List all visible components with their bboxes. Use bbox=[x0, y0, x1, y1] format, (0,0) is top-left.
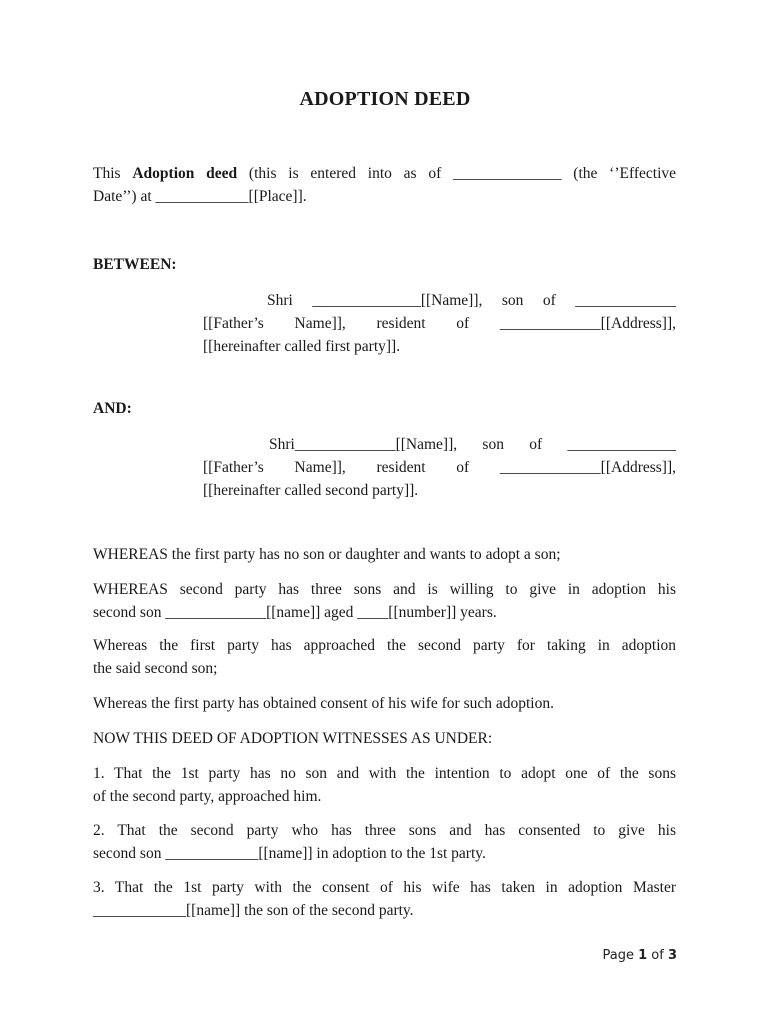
witnesses-heading: NOW THIS DEED OF ADOPTION WITNESSES AS UNDER: bbox=[93, 730, 493, 747]
second-party-line-3: [[hereinafter called second party]]. bbox=[203, 482, 419, 499]
second-party-line-2: [[Father’s Name]], resident of _____________[[Address]], bbox=[203, 459, 676, 476]
whereas-2 bbox=[93, 578, 676, 624]
whereas-2-line-1: WHEREAS second party has three sons and is willing to give in adoption his bbox=[93, 581, 676, 598]
intro-line-1 bbox=[93, 162, 676, 185]
and-heading: AND: bbox=[93, 400, 132, 417]
clause-3-line-1: 3. That the 1st party with the consent of his wife has taken in adoption Master bbox=[93, 879, 676, 896]
intro-rest-line-1: (this is entered into as of ______________ (the ‘’Effective bbox=[237, 165, 677, 182]
page-number-footer bbox=[602, 948, 677, 963]
intro-bold-term: Adoption deed bbox=[132, 165, 238, 182]
intro-line-2: Date’’) at ____________[[Place]]. bbox=[93, 188, 307, 205]
first-party-block bbox=[203, 289, 676, 358]
clause-1-line-1: 1. That the 1st party has no son and with the intention to adopt one of the sons bbox=[93, 765, 676, 782]
total-pages-number: 3 bbox=[667, 948, 677, 963]
clause-2 bbox=[93, 819, 676, 865]
whereas-3 bbox=[93, 634, 676, 680]
whereas-4: Whereas the first party has obtained consent of his wife for such adoption. bbox=[93, 695, 554, 712]
whereas-3-line-2: the said second son; bbox=[93, 660, 218, 677]
intro-this: This bbox=[93, 165, 133, 182]
second-party-block bbox=[203, 433, 676, 502]
clause-3-line-2: ____________[[name]] the son of the second party. bbox=[93, 902, 414, 919]
intro-paragraph bbox=[93, 162, 676, 208]
of-label: of bbox=[651, 948, 664, 963]
clause-3 bbox=[93, 876, 676, 922]
page-label: Page bbox=[602, 948, 634, 963]
clause-2-line-1: 2. That the second party who has three sons and has consented to give his bbox=[93, 822, 676, 839]
whereas-2-line-2: second son _____________[[name]] aged ____[[number]] years. bbox=[93, 604, 497, 621]
clause-2-line-2: second son ____________[[name]] in adoption to the 1st party. bbox=[93, 845, 486, 862]
whereas-1: WHEREAS the first party has no son or daughter and wants to adopt a son; bbox=[93, 546, 561, 563]
clause-1-line-2: of the second party, approached him. bbox=[93, 788, 322, 805]
second-party-line-1: Shri_____________[[Name]], son of ______________ bbox=[269, 436, 676, 453]
document-title: ADOPTION DEED bbox=[299, 88, 471, 110]
clause-1 bbox=[93, 762, 676, 808]
whereas-3-line-1: Whereas the first party has approached the second party for taking in adoption bbox=[93, 637, 676, 654]
between-heading: BETWEEN: bbox=[93, 256, 177, 273]
first-party-line-1: Shri ______________[[Name]], son of _____________ bbox=[267, 292, 676, 309]
first-party-line-3: [[hereinafter called first party]]. bbox=[203, 338, 401, 355]
current-page-number: 1 bbox=[638, 948, 648, 963]
first-party-line-2: [[Father’s Name]], resident of _____________[[Address]], bbox=[203, 315, 676, 332]
